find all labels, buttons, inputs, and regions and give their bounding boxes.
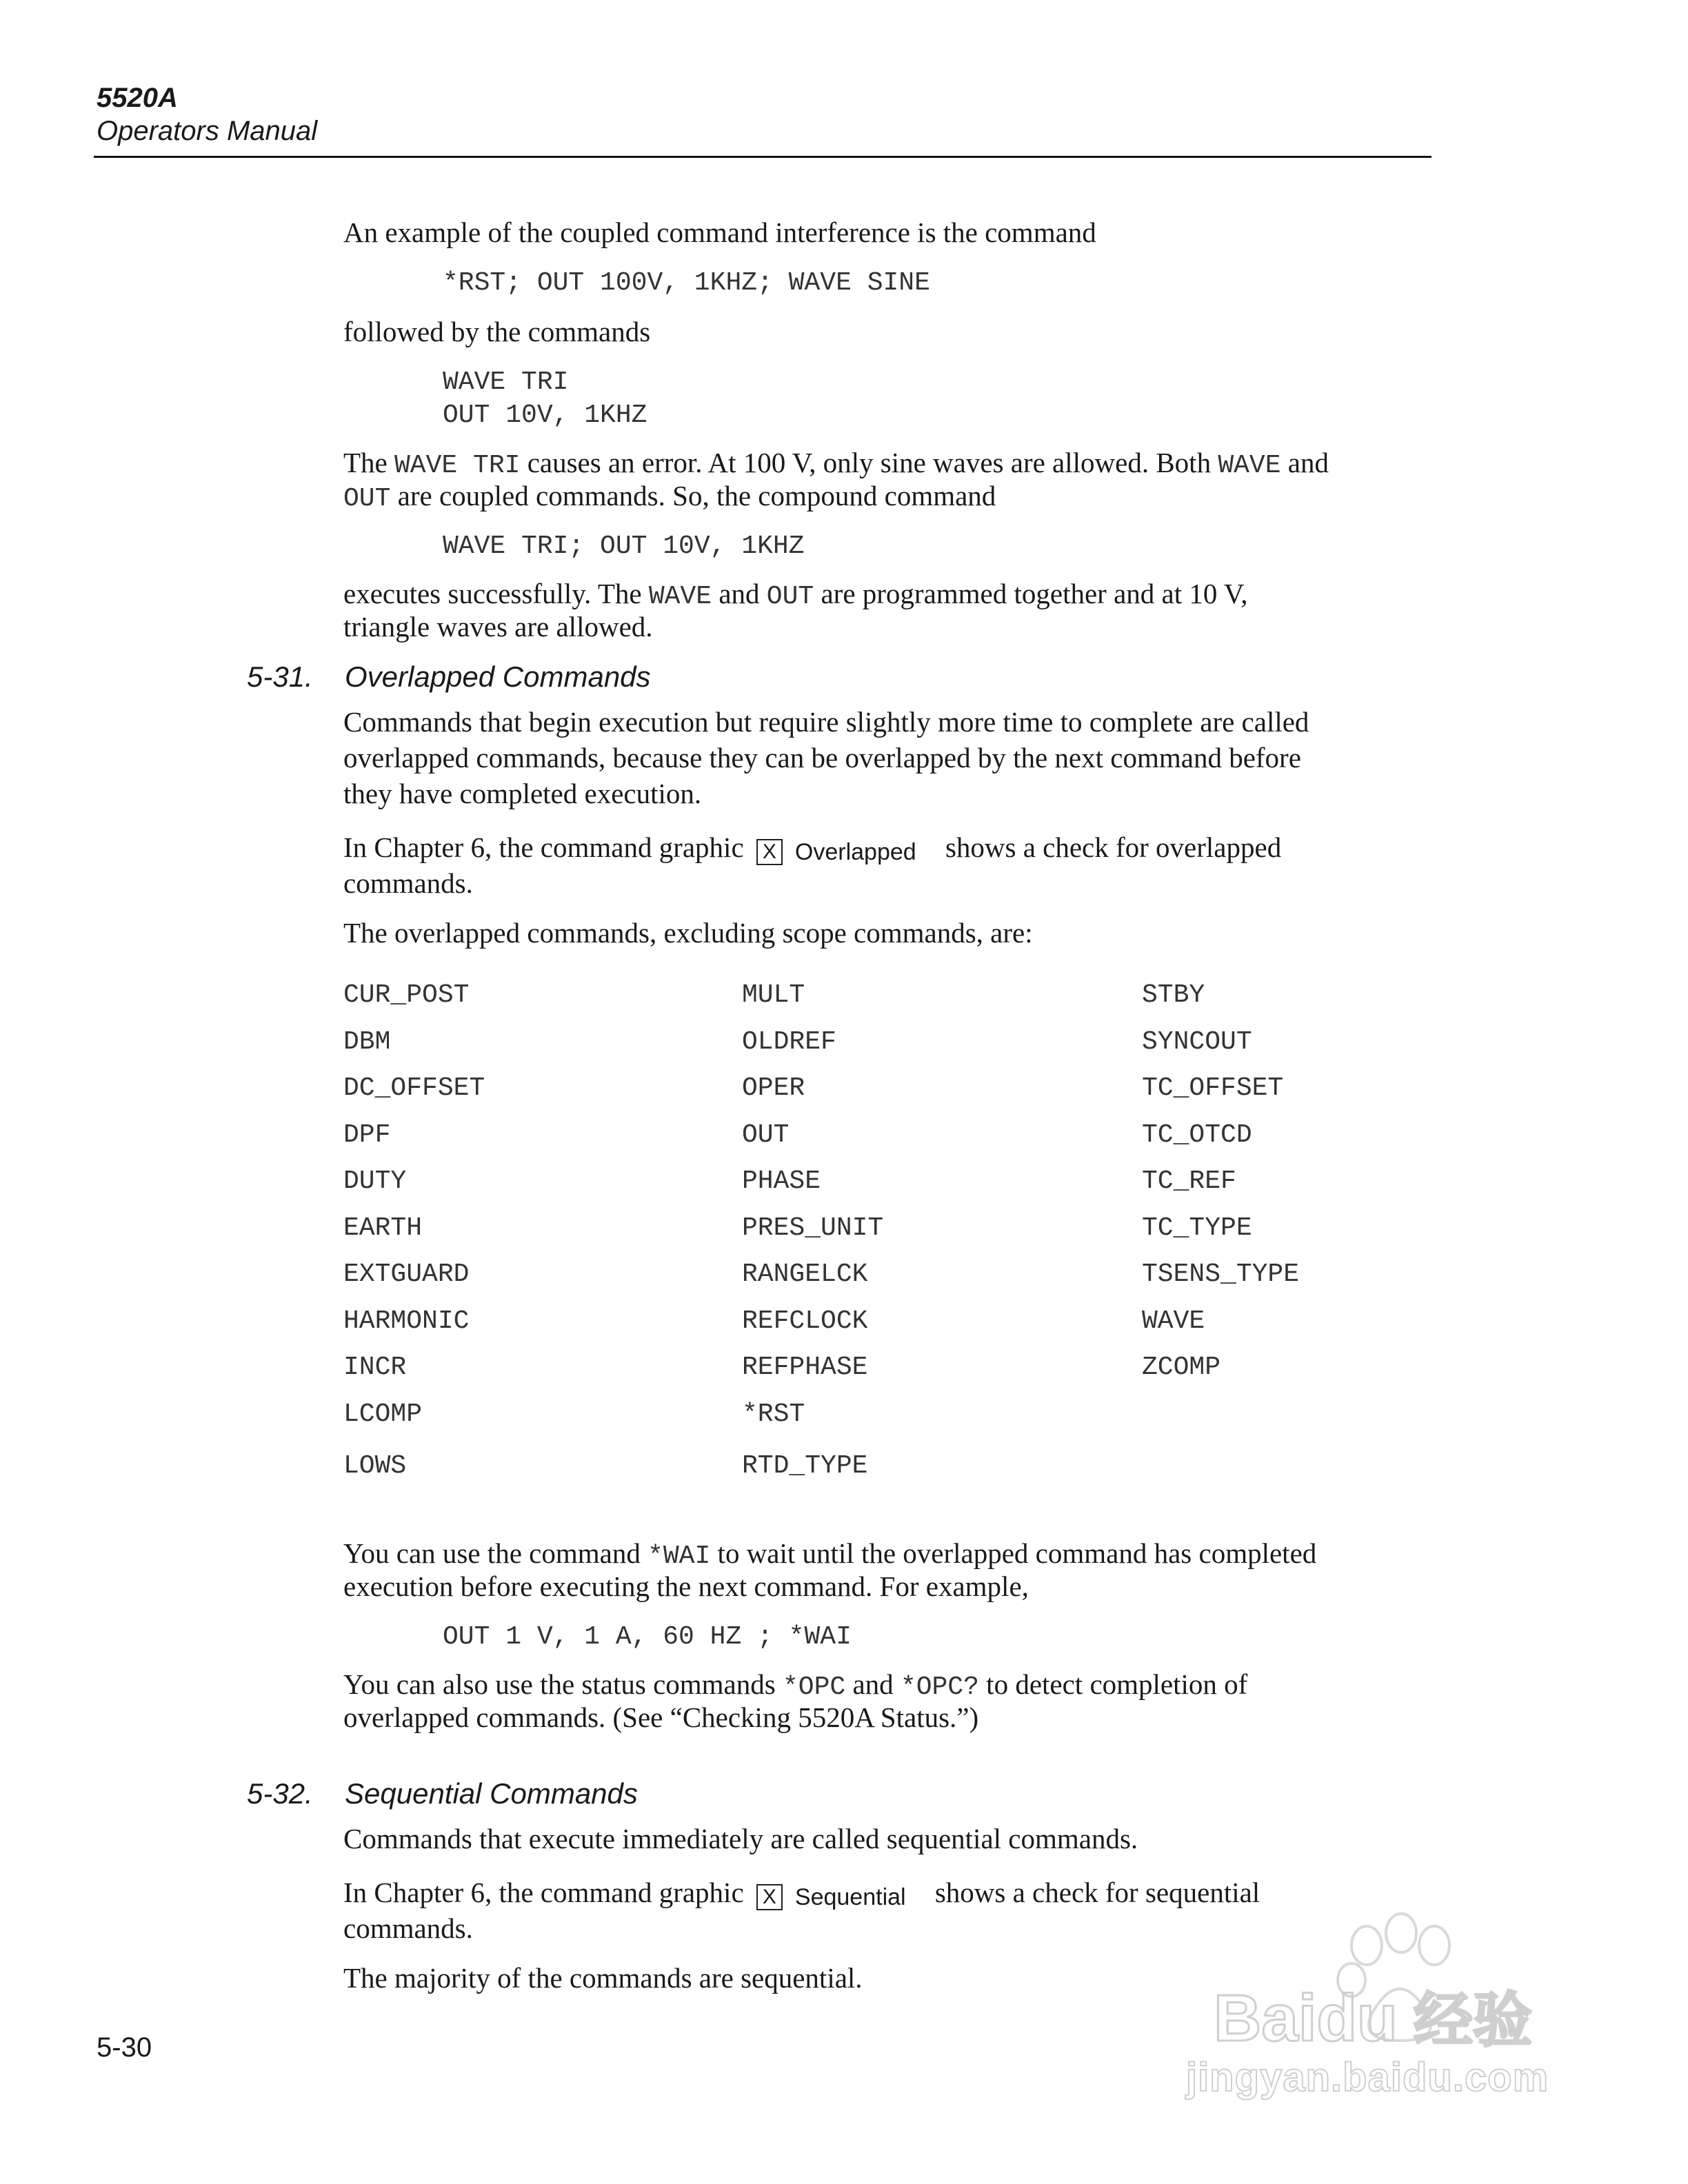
intro-paragraph-4-line-2: triangle waves are allowed. (343, 611, 653, 643)
code-example-wai: OUT 1 V, 1 A, 60 HZ ; *WAI (443, 1622, 852, 1652)
command-item: DUTY (343, 1166, 407, 1196)
overlapped-paragraph-2: In Chapter 6, the command graphic X Overlapped shows a check for overlapped (343, 830, 1281, 869)
overlapped-paragraph-4: You can use the command *WAI to wait until the overlapped command has completed (343, 1537, 1317, 1571)
command-item: WAVE (1142, 1306, 1205, 1336)
manual-model: 5520A (97, 83, 178, 113)
overlapped-paragraph-2-line-2: commands. (343, 867, 473, 899)
check-box-icon: X (756, 1884, 783, 1910)
command-item: PHASE (742, 1166, 821, 1196)
overlapped-paragraph-1-l3: they have completed execution. (343, 778, 702, 809)
watermark-cn: 经验 (1414, 1986, 1532, 2055)
command-item: REFCLOCK (742, 1306, 868, 1336)
code-example-3: WAVE TRI; OUT 10V, 1KHZ (443, 532, 805, 561)
intro-paragraph-4: executes successfully. The WAVE and OUT are programmed together and at 10 V, (343, 578, 1248, 611)
command-item: STBY (1142, 980, 1205, 1010)
overlapped-paragraph-3: The overlapped commands, excluding scope commands, are: (343, 917, 1033, 949)
sequential-paragraph-2: In Chapter 6, the command graphic X Sequential shows a check for sequential (343, 1875, 1260, 1914)
watermark-brand: Baidu (1214, 1981, 1398, 2055)
command-item: TC_REF (1142, 1166, 1236, 1196)
page-number: 5-30 (97, 2032, 152, 2063)
command-item: LOWS (343, 1451, 407, 1481)
command-item: HARMONIC (343, 1306, 470, 1336)
section-number-5-31: 5-31. (247, 660, 313, 693)
command-item: RTD_TYPE (742, 1451, 868, 1481)
command-item: DBM (343, 1027, 391, 1057)
command-item: MULT (742, 980, 805, 1010)
sequential-graphic: X Sequential (756, 1877, 923, 1914)
check-box-icon: X (756, 839, 783, 865)
command-item: OLDREF (742, 1027, 836, 1057)
command-item: TC_TYPE (1142, 1213, 1252, 1243)
overlapped-paragraph-5-line-2: overlapped commands. (See “Checking 5520A Status.”) (343, 1701, 979, 1733)
intro-paragraph-2: followed by the commands (343, 316, 651, 347)
code-example-2b: OUT 10V, 1KHZ (443, 401, 647, 430)
command-item: OPER (742, 1073, 805, 1103)
code-example-2a: WAVE TRI (443, 367, 569, 397)
section-title-overlapped: Overlapped Commands (345, 660, 651, 693)
header-rule (94, 156, 1431, 158)
intro-paragraph-3: The WAVE TRI causes an error. At 100 V, only sine waves are allowed. Both WAVE and (343, 447, 1329, 481)
watermark-url: jingyan.baidu.com (1186, 2055, 1549, 2100)
command-item: SYNCOUT (1142, 1027, 1252, 1057)
command-item: DPF (343, 1120, 391, 1150)
command-item: INCR (343, 1353, 407, 1382)
intro-paragraph-3-line-2: OUT are coupled commands. So, the compound command (343, 480, 996, 514)
command-item: OUT (742, 1120, 790, 1150)
command-item: *RST (742, 1399, 805, 1429)
manual-subtitle: Operators Manual (97, 116, 318, 146)
command-item: EXTGUARD (343, 1260, 470, 1289)
intro-paragraph-1: An example of the coupled command interference is the command (343, 216, 1096, 248)
command-item: ZCOMP (1142, 1353, 1221, 1382)
code-example-1: *RST; OUT 100V, 1KHZ; WAVE SINE (443, 268, 930, 298)
command-item: TSENS_TYPE (1142, 1260, 1300, 1289)
sequential-paragraph-1: Commands that execute immediately are called sequential commands. (343, 1823, 1138, 1854)
sequential-paragraph-2-line-2: commands. (343, 1912, 473, 1944)
command-item: EARTH (343, 1213, 423, 1243)
command-item: DC_OFFSET (343, 1073, 485, 1103)
command-item: LCOMP (343, 1399, 423, 1429)
command-item: PRES_UNIT (742, 1213, 884, 1243)
overlapped-paragraph-5: You can also use the status commands *OPC and *OPC? to detect completion of (343, 1668, 1248, 1702)
overlapped-paragraph-4-line-2: execution before executing the next command. For example, (343, 1570, 1029, 1602)
overlapped-graphic: X Overlapped (756, 831, 933, 869)
overlapped-paragraph-1-l1: Commands that begin execution but require slightly more time to complete are called (343, 706, 1309, 738)
sequential-paragraph-3: The majority of the commands are sequential. (343, 1962, 863, 1994)
command-item: CUR_POST (343, 980, 470, 1010)
overlapped-paragraph-1-l2: overlapped commands, because they can be overlapped by the next command before (343, 742, 1301, 774)
command-item: REFPHASE (742, 1353, 868, 1382)
section-number-5-32: 5-32. (247, 1777, 313, 1810)
command-item: TC_OTCD (1142, 1120, 1252, 1150)
section-title-sequential: Sequential Commands (345, 1777, 638, 1810)
command-item: TC_OFFSET (1142, 1073, 1284, 1103)
command-item: RANGELCK (742, 1260, 868, 1289)
